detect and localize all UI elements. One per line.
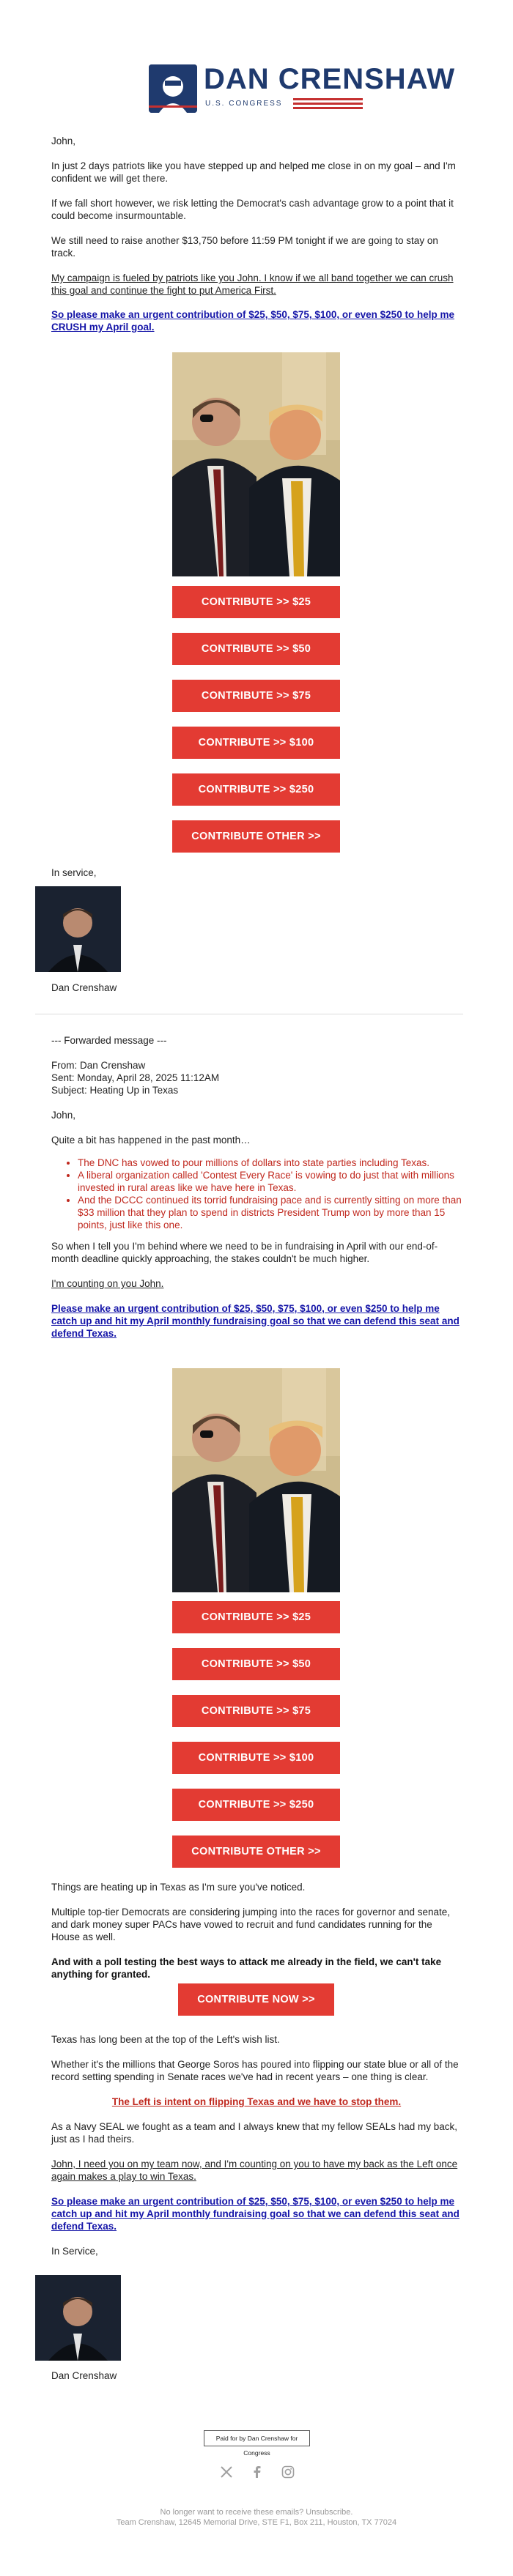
paragraph: In just 2 days patriots like you have stepped up and helped me close in on my goal – and I'm confident we will get there. [51,160,456,184]
contribute-other-button[interactable]: CONTRIBUTE OTHER >> [172,1836,340,1868]
contribute-100-button[interactable]: CONTRIBUTE >> $100 [172,727,340,759]
paragraph: If we fall short however, we risk letting the Democrat's cash advantage grow to a point that it could become insurmountable. [51,198,454,221]
contribution-ask-link[interactable]: So please make an urgent contribution of $25, $50, $75, $100, or even $250 to help me catch up and hit my April monthly fundraising goal so that we can defend this seat and defend Texas. [51,2196,460,2232]
signature-name: Dan Crenshaw [51,2370,117,2381]
instagram-icon[interactable] [280,2465,296,2482]
closing-text: In Service, [51,2246,98,2257]
contribute-25-button[interactable]: CONTRIBUTE >> $25 [172,1601,340,1633]
forwarded-body-2 [51,2033,462,2257]
header-logo [0,60,513,119]
contribute-75-button[interactable]: CONTRIBUTE >> $75 [172,680,340,712]
forward-from: From: Dan Crenshaw [51,1060,146,1071]
counting-link[interactable]: I'm counting on you John. [51,1278,164,1289]
facebook-icon[interactable] [249,2465,265,2482]
crenshaw-trump-photo [172,352,340,576]
forwarded-body [51,1881,462,1981]
contribute-100-button[interactable]: CONTRIBUTE >> $100 [172,1742,340,1774]
x-icon[interactable] [218,2465,235,2482]
forward-sent: Sent: Monday, April 28, 2025 11:12AM [51,1072,220,1083]
paragraph-bold: And with a poll testing the best ways to attack me already in the field, we can't take anything for granted. [51,1956,442,1980]
paragraph: Multiple top-tier Democrats are considering jumping into the races for governor and senate, and dark money super PACs have vowed to recruit and fund candidates running for the House as well. [51,1907,451,1942]
paragraph: Texas has long been at the top of the Left's wish list. [51,2034,280,2045]
list-item: • And the DCCC continued its torrid fundraising pace and is currently sitting on more than $33 million that they plan to spend in districts President Trump won by more than 15 points, just like this one. [78,1194,462,1231]
forward-subject: Subject: Heating Up in Texas [51,1085,179,1096]
letter-body [51,135,462,333]
contribute-50-button[interactable]: CONTRIBUTE >> $50 [172,633,340,665]
forward-header: --- Forwarded message --- [51,1035,167,1046]
greeting: John, [51,1110,76,1121]
paragraph: As a Navy SEAL we fought as a team and I always knew that my fellow SEALs had my back, just as I had theirs. [51,2121,458,2145]
closing [51,866,462,879]
footer-address: Team Crenshaw, 12645 Memorial Drive, STE F1, Box 211, Houston, TX 77024 [116,2518,397,2527]
crenshaw-trump-photo [172,1368,340,1592]
closing-text: In service, [51,867,97,878]
campaign-link[interactable]: My campaign is fueled by patriots like you John. I know if we all band together we can crush this goal and continue the fight to put America First. [51,272,454,296]
paragraph: Quite a bit has happened in the past month… [51,1135,251,1146]
bullet-list [51,1157,462,1231]
contribute-25-button[interactable]: CONTRIBUTE >> $25 [172,586,340,618]
logo-badge-icon [149,64,197,113]
signature-name: Dan Crenshaw [51,982,117,993]
contribution-ask-link[interactable]: So please make an urgent contribution of $25, $50, $75, $100, or even $250 to help me CRUSH my April goal. [51,309,454,333]
warning-link[interactable]: The Left is intent on flipping Texas and we have to stop them. [111,2096,402,2107]
brand-subtitle: U.S. CONGRESS [205,100,283,108]
brand-name: DAN CRENSHAW [204,63,456,95]
team-link[interactable]: John, I need you on my team now, and I'm counting on you to have my back as the Left once again makes a play to win Texas. [51,2159,458,2182]
greeting: John, [51,136,76,146]
list-item: • The DNC has vowed to pour millions of dollars into state parties including Texas. [78,1157,462,1169]
paragraph: Things are heating up in Texas as I'm sure you've noticed. [51,1882,306,1893]
list-item: • A liberal organization called 'Contest Every Race' is vowing to do just that with millions invested in rural areas like we have here in Texas. [78,1169,462,1194]
contribute-other-button[interactable]: CONTRIBUTE OTHER >> [172,820,340,853]
flag-stripes [293,98,363,111]
signature-block [51,981,462,994]
paid-for-disclaimer: Paid for by Dan Crenshaw for Congress [204,2430,310,2446]
contribute-250-button[interactable]: CONTRIBUTE >> $250 [172,1789,340,1821]
contribution-ask-link[interactable]: Please make an urgent contribution of $25, $50, $75, $100, or even $250 to help me catch up and hit my April monthly fundraising goal so that we can defend this seat and defend Texas. [51,1303,460,1339]
paragraph: We still need to raise another $13,750 before 11:59 PM tonight if we are going to stay on track. [51,235,438,259]
contribute-50-button[interactable]: CONTRIBUTE >> $50 [172,1648,340,1680]
paragraph: So when I tell you I'm behind where we need to be in fundraising in April with our end-of-month deadline quickly approaching, the stakes couldn't be much higher. [51,1241,438,1264]
contribute-250-button[interactable]: CONTRIBUTE >> $250 [172,773,340,806]
signature-block [51,2369,462,2382]
signature-photo [35,2275,121,2361]
signature-photo [35,886,121,972]
contribute-75-button[interactable]: CONTRIBUTE >> $75 [172,1695,340,1727]
contribute-now-button[interactable]: CONTRIBUTE NOW >> [178,1983,334,2016]
unsubscribe-link[interactable]: No longer want to receive these emails? Unsubscribe. [160,2508,353,2517]
paragraph: Whether it's the millions that George Soros has poured into flipping our state blue or all of the record setting spending in Senate races we've had in recent years – one thing is clear. [51,2059,459,2082]
forwarded-message [51,1034,462,1340]
